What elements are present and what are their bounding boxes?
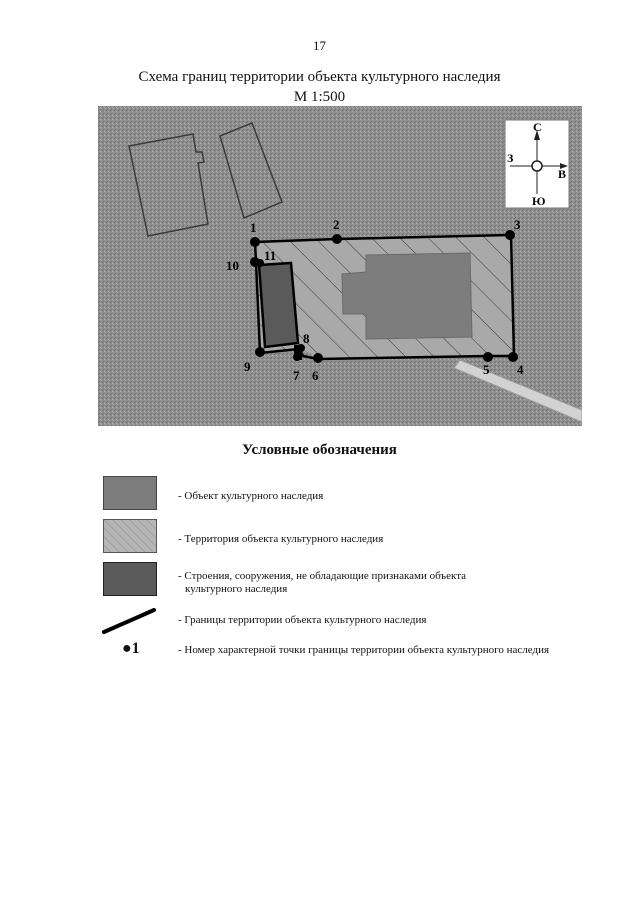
legend-label: - Границы территории объекта культурного наследия: [178, 614, 427, 626]
boundary-point-label: 9: [244, 359, 251, 374]
boundary-point-4: [508, 352, 518, 362]
boundary-point-9: [255, 347, 265, 357]
point-marker-symbol: [122, 640, 140, 658]
legend-label: - Строения, сооружения, не обладающие признаками объекта: [178, 570, 467, 582]
boundary-line-symbol: [100, 606, 160, 636]
legend-label: - Объект культурного наследия: [178, 490, 324, 502]
map-title: Схема границ территории объекта культурного наследия: [138, 69, 501, 85]
heritage-territory-swatch: [103, 519, 157, 553]
legend-label: - Территория объекта культурного наследия: [178, 533, 384, 545]
compass-north-label: С: [533, 120, 542, 134]
compass-south-label: Ю: [532, 194, 546, 208]
boundary-point-label: 1: [250, 220, 257, 235]
point-marker-dot: ●: [122, 640, 132, 657]
boundary-point-11: [256, 259, 264, 267]
legend-item-point-marker: [0, 640, 639, 680]
boundary-point-label: 4: [517, 362, 524, 377]
boundary-point-label: 3: [514, 217, 521, 232]
legend-title: Условные обозначения: [242, 442, 397, 458]
boundary-point-label: 11: [264, 248, 277, 263]
boundary-point-1: [250, 237, 260, 247]
legend-item-heritage-object: [0, 476, 639, 516]
compass-east-label: В: [558, 167, 567, 181]
map-scale: М 1:500: [293, 89, 346, 105]
boundary-point-6: [313, 353, 323, 363]
non-heritage-building-swatch: [103, 562, 157, 596]
non-heritage-building: [259, 263, 298, 347]
boundary-point-label: 5: [483, 362, 490, 377]
boundary-point-5: [483, 352, 493, 362]
legend-label: - Номер характерной точки границы территории объекта культурного наследия: [178, 644, 550, 656]
point-marker-number: 1: [131, 640, 140, 657]
boundary-point-label: 2: [333, 217, 340, 232]
compass-west-label: З: [507, 151, 514, 165]
legend-label-continued: культурного наследия: [185, 583, 288, 595]
boundary-point-label: 8: [303, 331, 310, 346]
boundary-point-label: 10: [226, 258, 239, 273]
heritage-object-swatch: [103, 476, 157, 510]
boundary-point-2: [332, 234, 342, 244]
compass-rose: [505, 120, 569, 208]
legend-item-non-heritage-building: [0, 562, 639, 602]
map-frame: [98, 106, 582, 426]
legend-item-heritage-territory: [0, 519, 639, 559]
boundary-point-label: 7: [293, 368, 300, 383]
boundary-point-label: 6: [312, 368, 319, 383]
page-number: 17: [313, 38, 326, 53]
boundary-point-7: [293, 353, 301, 361]
